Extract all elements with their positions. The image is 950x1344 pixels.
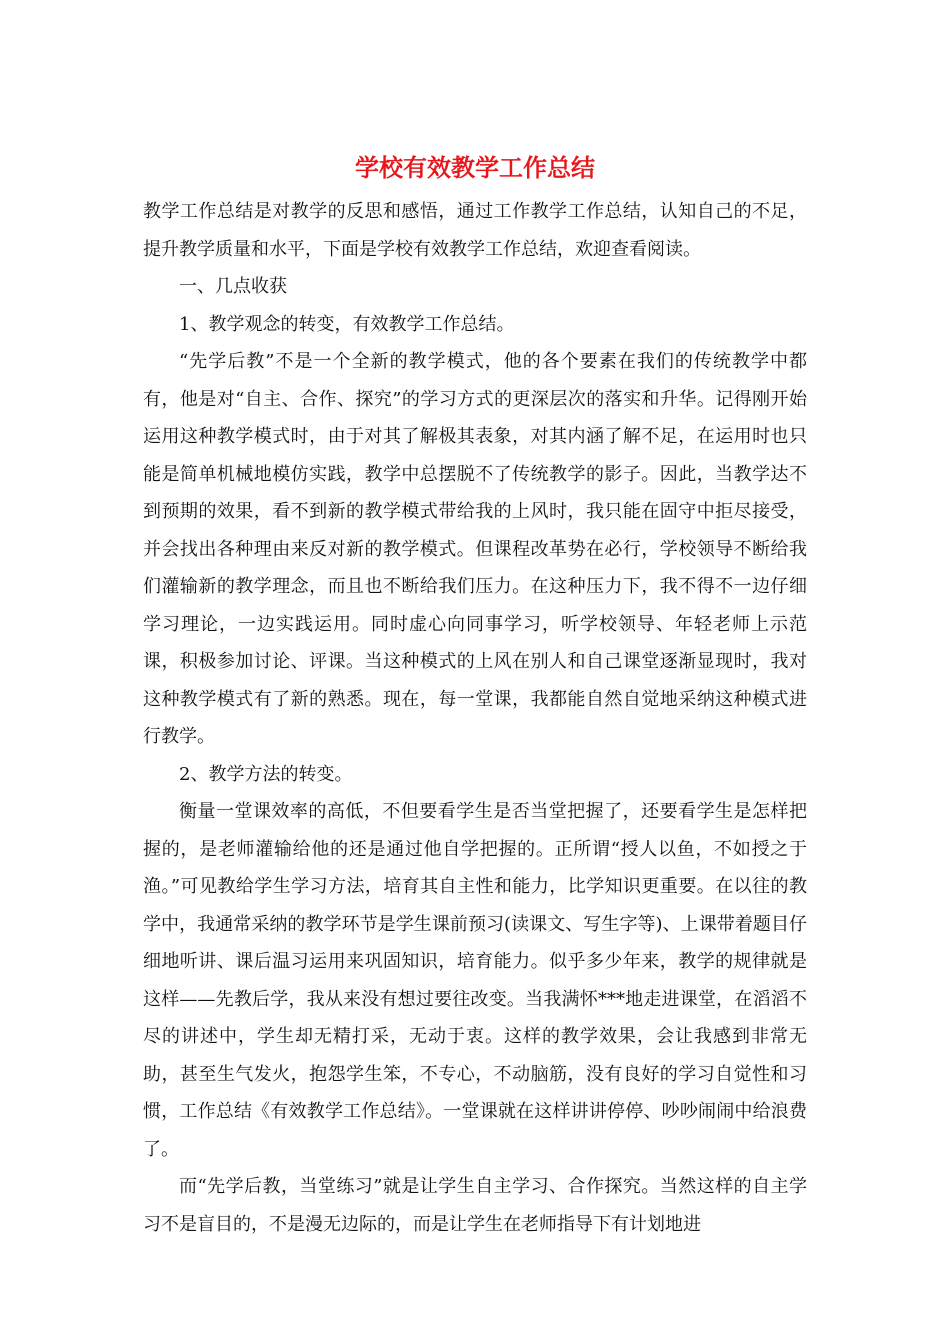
subsection-heading: 2、教学方法的转变。 — [179, 763, 353, 785]
section-heading: 一、几点收获 — [179, 276, 287, 297]
intro-paragraph: 教学工作总结是对教学的反思和感悟，通过工作教学工作总结，认知自己的不足，提升教学质量和水平，下面是学校有效教学工作总结，欢迎查看阅读。 — [143, 201, 807, 260]
body-paragraph: 衡量一堂课效率的高低，不但要看学生是否当堂把握了，还要看学生是怎样把握的，是老师灌输给他的还是通过他自学把握的。正所谓“授人以鱼，不如授之于渔。”可见教给学生学习方法，培育其自主性和能力，比学知识更重要。在以往的教学中，我通常采纳的教学环节是学生课前预习(读课文、写生字等)、上课带着题目仔细地听讲、课后温习运用来巩固知识，培育能力。似乎多少年来，教学的规律就是这样——先教后学，我从来没有想过要往改变。当我满怀***地走进课堂，在滔滔不尽的讲述中，学生却无精打采，无动于衷。这样的教学效果，会让我感到非常无助，甚至生气发火，抱怨学生笨，不专心，不动脑筋，没有良好的学习自觉性和习惯，工作总结《有效教学工作总结》。一堂课就在这样讲讲停停、吵吵闹闹中给浪费了。 — [143, 801, 807, 1160]
document-title: 学校有效教学工作总结 — [355, 153, 595, 182]
body-paragraph: “先学后教”不是一个全新的教学模式，他的各个要素在我们的传统教学中都有，他是对“自主、合作、探究”的学习方式的更深层次的落实和升华。记得刚开始运用这种教学模式时，由于对其了解极其表象，对其内涵了解不足，在运用时也只能是简单机械地模仿实践，教学中总摆脱不了传统教学的影子。因此，当教学达不到预期的效果，看不到新的教学模式带给我的上风时，我只能在固守中拒尽接受，并会找出各种理由来反对新的教学模式。但课程改革势在必行，学校领导不断给我们灌输新的教学理念，而且也不断给我们压力。在这种压力下，我不得不一边仔细学习理论，一边实践运用。同时虚心向同事学习，听学校领导、年轻老师上示范课，积极参加讨论、评课。当这种模式的上风在别人和自己课堂逐渐显现时，我对这种教学模式有了新的熟悉。现在，每一堂课，我都能自然自觉地采纳这种模式进行教学。 — [143, 351, 807, 747]
subsection-heading: 1、教学观念的转变，有效教学工作总结。 — [179, 313, 515, 335]
body-paragraph: 而“先学后教，当堂练习”就是让学生自主学习、合作探究。当然这样的自主学习不是盲目的，不是漫无边际的，而是让学生在老师指导下有计划地进 — [143, 1176, 807, 1235]
document-body — [143, 193, 807, 1243]
